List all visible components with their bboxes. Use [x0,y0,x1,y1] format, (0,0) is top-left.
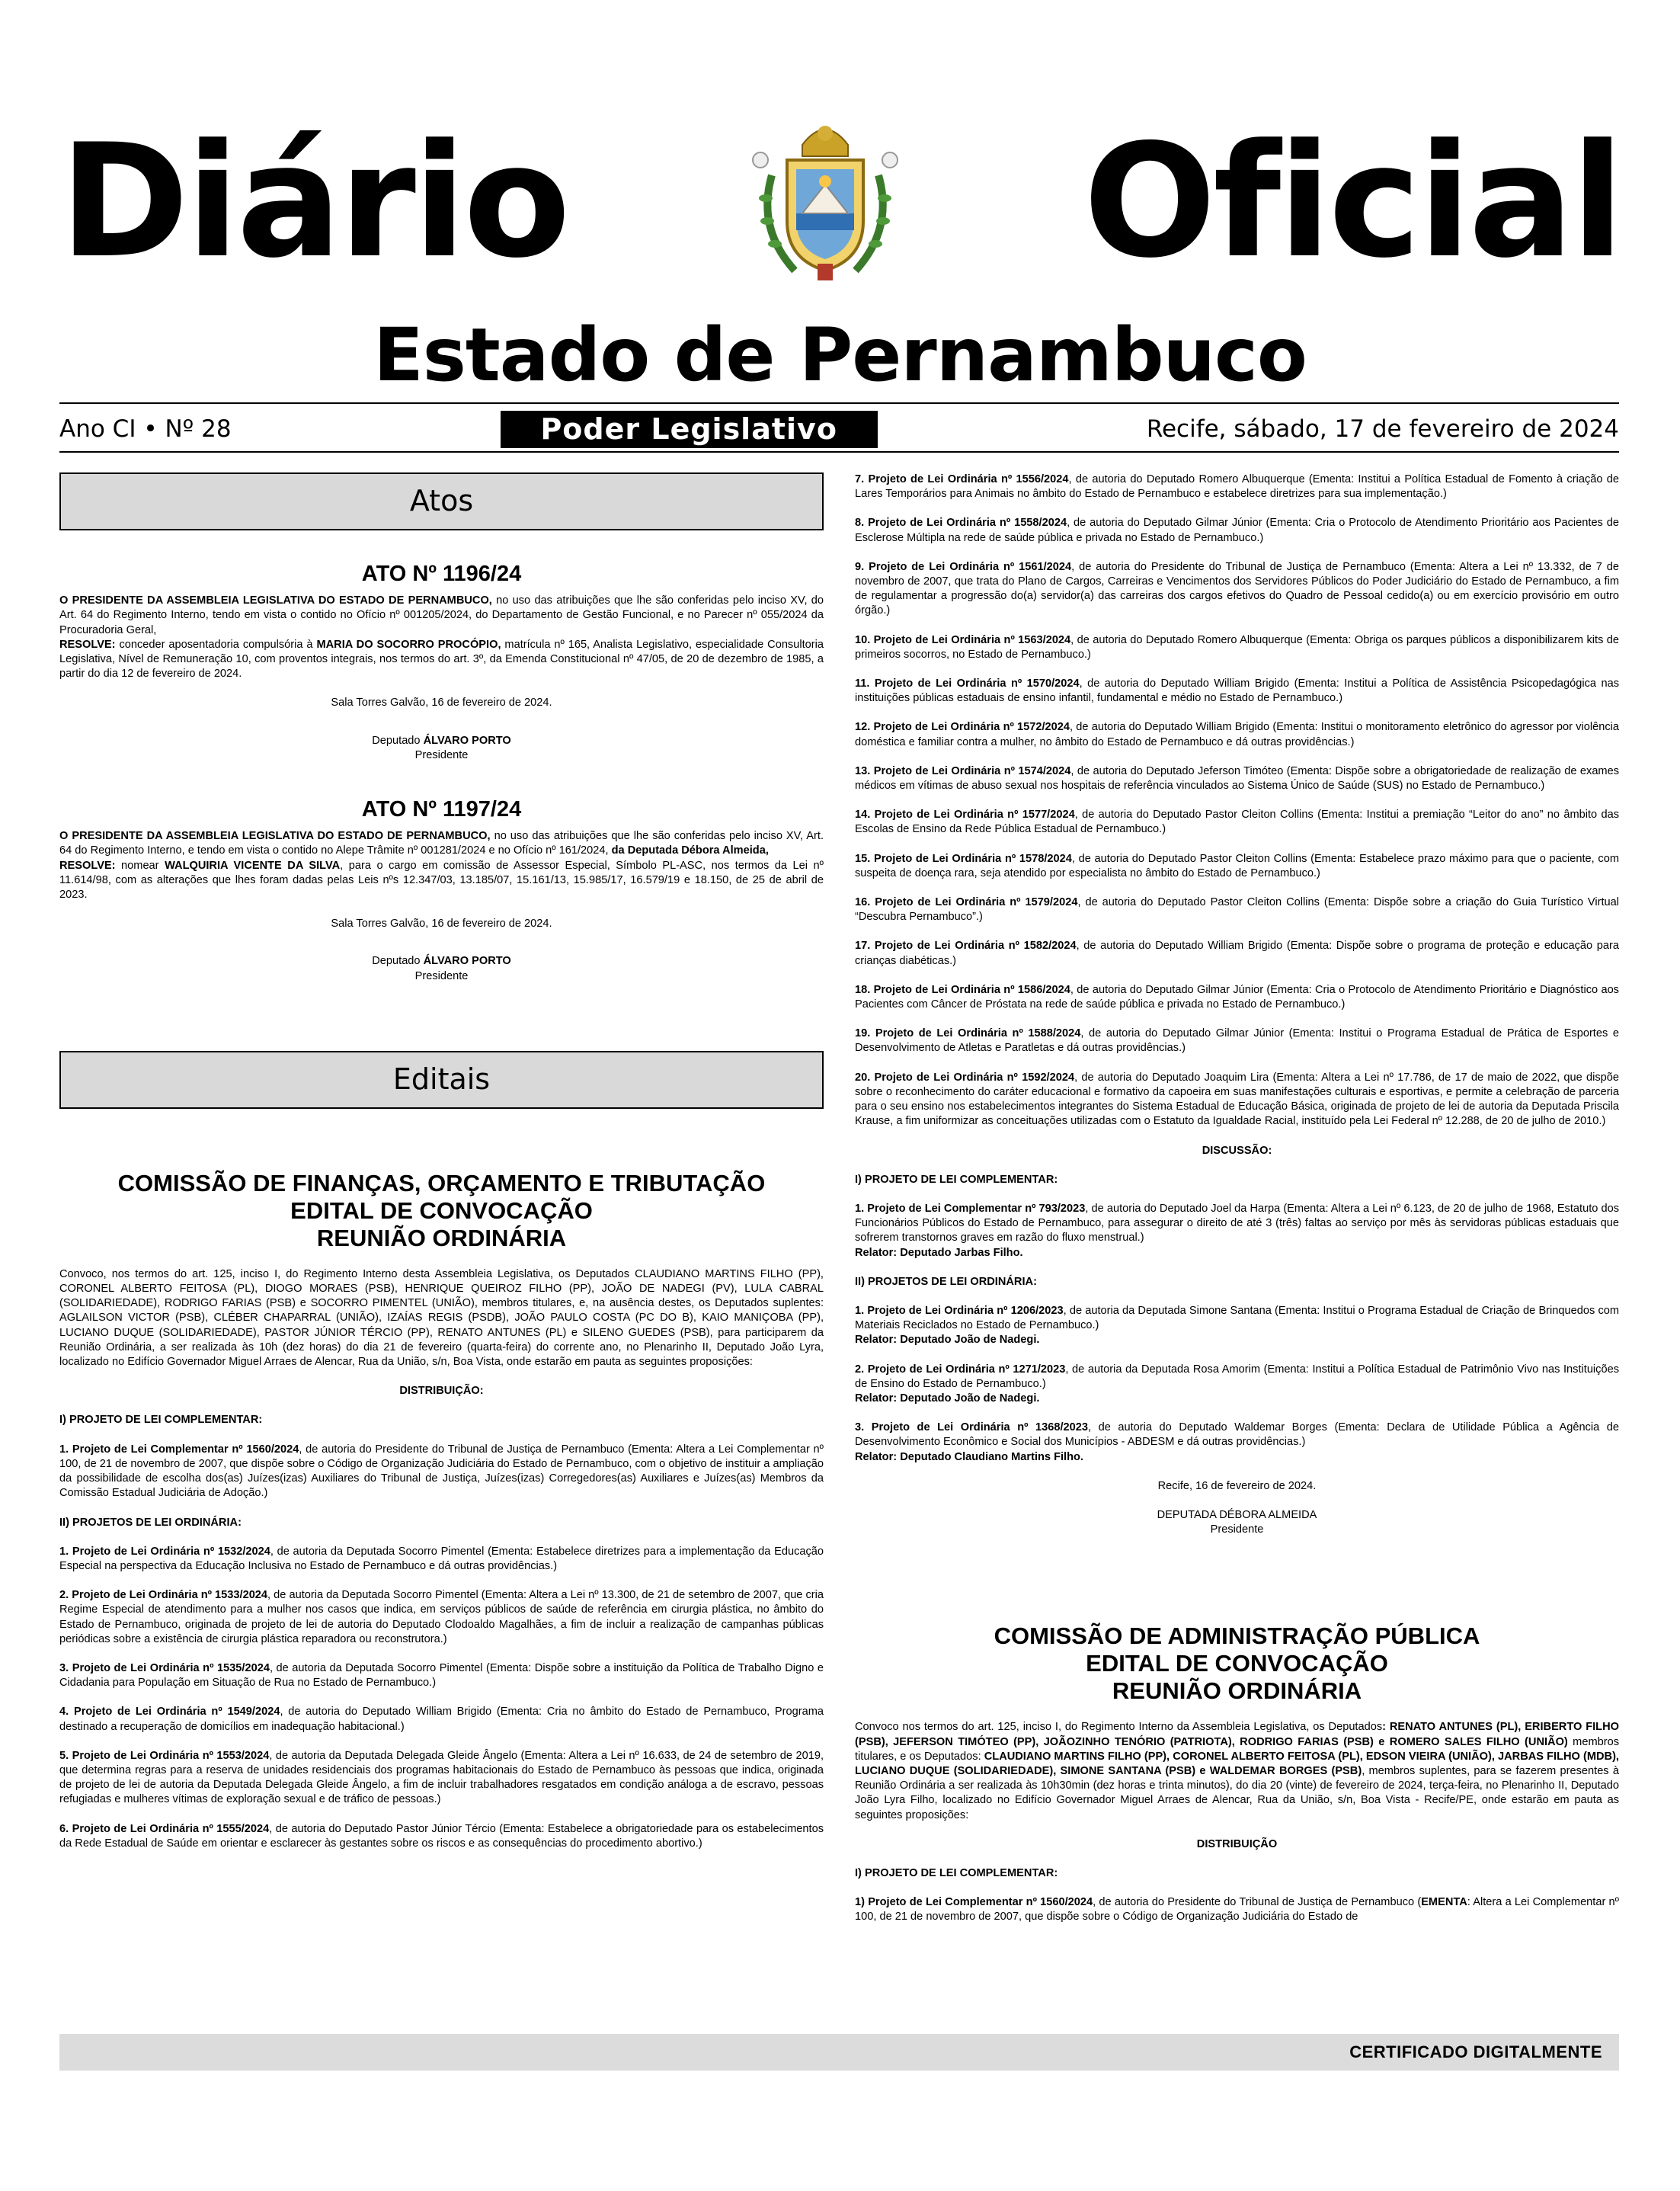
list-item: 20. Projeto de Lei Ordinária nº 1592/2024, de autoria do Deputado Joaquim Lira (Ementa: Altera a Lei nº 17.786, de 17 de maio de 2022, que dispõe sobre o reconhecimento do caráter educacional e formativo da capoeira em suas manifestações culturais e esportivas, e permite a celebração de parceria para o seu ensino nos estabelecimentos integrantes do Sistema Estadual de Educação Básica, originada de projeto de lei de autoria da Deputada Priscila Krause, a fim uniformizar as conceituações utilizadas com o Estatuto da Igualdade Racial, instituído pela Lei Federal nº 12.288, de 20 de julho de 2010.) [855,1071,1619,1128]
meeting-title: REUNIÃO ORDINÁRIA [1112,1677,1362,1705]
ato-1197 [59,797,824,984]
ato-preamble: O PRESIDENTE DA ASSEMBLEIA LEGISLATIVA DO ESTADO DE PERNAMBUCO, no uso das atribuições que lhe são conferidas pelo inciso XV, Art. 64 do Regimento Interno, e tendo em vista o contido no Alepe Trâmite nº 001281/2024 e no Ofício nº 161/2024, da Deputada Débora Almeida, [59,830,824,857]
section-header-editais: Editais [59,1051,824,1109]
list-item: 16. Projeto de Lei Ordinária nº 1579/2024, de autoria do Deputado Pastor Cleiton Collins (Ementa: Dispõe sobre a criação do Guia Turístico Virtual “Descubra Pernambuco”.) [855,896,1619,924]
list-item: 13. Projeto de Lei Ordinária nº 1574/2024, de autoria do Deputado Jeferson Timóteo (Ementa: Dispõe sobre a obrigatoriedade de realização de exames médicos em vítimas de abuso sexual nos hospitais de referência vinculados ao Sistema Único de Saúde (SUS) no Estado de Pernambuco.) [855,764,1620,793]
issue-number: Ano CI • Nº 28 [59,415,232,443]
issue-bar [59,410,1619,448]
list-item: 1. Projeto de Lei Ordinária nº 1532/2024, de autoria da Deputada Socorro Pimentel (Ementa: Estabelece diretrizes para a implementação da Educação Especial na perspectiva da Educação Inclusiva no Estado de Pernambuco e dá outras providências.) [59,1545,824,1572]
commission-title: COMISSÃO DE ADMINISTRAÇÃO PÚBLICA [994,1622,1480,1650]
ato-signer: Deputado ÁLVARO PORTO [372,955,511,968]
ato-resolve: RESOLVE: nomear WALQUIRIA VICENTE DA SILVA, para o cargo em comissão de Assessor Especial, Símbolo PL-ASC, nos termos da Lei nº 11.614/98, com as alterações que lhes foram dadas pelas Leis nºs 12.347/03, 13.185/07, 15.161/13, 15.985/17, 16.579/19 e 18.150, de 25 de abril de 2023. [59,859,824,902]
masthead-subtitle: Estado de Pernambuco [373,312,1307,398]
bottom-rule [59,451,1619,453]
ato-title: ATO Nº 1197/24 [361,797,522,822]
list-item: 3. Projeto de Lei Ordinária nº 1535/2024, de autoria da Deputada Socorro Pimentel (Ementa: Dispõe sobre a instituição da Política de Trabalho Digno e Cidadania para População em Situação de Rua no Estado de Pernambuco.) [59,1661,824,1690]
meeting-title: REUNIÃO ORDINÁRIA [316,1224,567,1251]
list-item: 1. Projeto de Lei Complementar nº 793/2023, de autoria do Deputado Joel da Harpa (Ementa: Altera a Lei nº 6.123, de 20 de julho de 1968, Estatuto dos Funcionários Públicos do Estado de Pernambuco, para assegurar o direito de até 3 (três) faltas ao serviço por mês às servidoras públicas estaduais que sofrerem transtornos graves em razão do fluxo menstrual.) Relator: Deputado Jarbas Filho. [855,1202,1619,1259]
edital-title: EDITAL DE CONVOCAÇÃO [290,1196,593,1224]
masthead [0,0,1680,412]
disc-plc-heading: I) PROJETO DE LEI COMPLEMENTAR: [855,1173,1058,1186]
ato-1196 [59,562,824,763]
ato-place-date: Sala Torres Galvão, 16 de fevereiro de 2024. [331,697,552,710]
ato-resolve: RESOLVE: conceder aposentadoria compulsória à MARIA DO SOCORRO PROCÓPIO, matrícula nº 165, Analista Legislativo, especialidade Consultoria Legislativa, Nível de Remuneração 10, com proventos integrais, nos termos do art. 3º, da Emenda Constitucional nº 47/05, de 20 de dezembro de 1985, a partir do dia 12 de fevereiro de 2024. [59,638,824,681]
list-item: 15. Projeto de Lei Ordinária nº 1578/2024, de autoria do Deputado Pastor Cleiton Collins (Ementa: Estabelece prazo máximo para que o paciente, com suspeita de doença rara, seja atendido por especialista no âmbito do Estado de Pernambuco.) [855,852,1619,879]
list-item: 6. Projeto de Lei Ordinária nº 1555/2024, de autoria do Deputado Pastor Júnior Tércio (Ementa: Estabelece a obrigatoriedade para os estabelecimentos da Rede Estadual de Saúde em orientar e esclarecer às gestantes sobre os riscos e as consequências do procedimento abortivo.) [59,1822,824,1850]
coat-of-arms-icon [749,114,901,290]
list-item: 19. Projeto de Lei Ordinária nº 1588/2024, de autoria do Deputado Gilmar Júnior (Ementa: Institui o Programa Estadual de Prática de Esportes e Desenvolvimento de Atletas e Paratletas e dá outras providências.) [855,1027,1619,1055]
right-column [855,472,1619,1940]
convocation-text: Convoco nos termos do art. 125, inciso I, do Regimento Interno da Assembleia Legislativa, os Deputados: RENATO ANTUNES (PL), ERIBERTO FILHO (PSB), JEFERSON TIMÓTEO (PP), JOÃOZINHO TENÓRIO (PATRIOTA), RODRIGO FARIAS (PSB) e ROMERO SALES FILHO (UNIÃO) membros titulares, e os Deputados: CLAUDIANO MARTINS FILHO (PP), CORONEL ALBERTO FEITOSA (PL), EDSON VIEIRA (UNIÃO), JARBAS FILHO (MDB), LUCIANO DUQUE (SOLIDARIEDADE), SIMONE SANTANA (PSB) e WALDEMAR BORGES (PSB), membros suplentes, para se fazerem presentes à Reunião Ordinária a ser realizada às 10h30min (dez horas e trinta minutos), do dia 20 (vinte) de fevereiro de 2024, terça-feira, no Plenarinho II, Deputado João Lyra Filho, localizado no Edifício Governador Miguel Arraes de Alencar, Rua da União, s/n, Boa Vista - Recife/PE, onde estarão em pauta as seguintes proposições: [855,1721,1619,1821]
list-item: 14. Projeto de Lei Ordinária nº 1577/2024, de autoria do Deputado Pastor Cleiton Collins (Ementa: Institui a premiação “Leitor do ano” no âmbito das Escolas de Ensino da Rede Pública Estadual de Pernambuco.) [855,809,1619,836]
plc-heading: I) PROJETO DE LEI COMPLEMENTAR: [59,1414,263,1427]
plo-list-continued [855,472,1619,1129]
edital-signer: DEPUTADA DÉBORA ALMEIDA [1157,1508,1317,1521]
ato-preamble: O PRESIDENTE DA ASSEMBLEIA LEGISLATIVA DO ESTADO DE PERNAMBUCO, no uso das atribuições que lhe são conferidas pelo inciso XV, do Art. 64 do Regimento Interno, tendo em vista o contido no Ofício nº 001205/2024, do Departamento de Gestão Funcional, e no Parecer nº 055/2024 da Procuradoria Geral, [59,594,824,636]
certified-label: CERTIFICADO DIGITALMENTE [1349,2042,1602,2061]
top-rule [59,402,1619,404]
left-column [59,472,824,1866]
disc-plo-list [855,1304,1619,1465]
title-word-oficial: Oficial [1083,111,1621,293]
list-item: 3. Projeto de Lei Ordinária nº 1368/2023, de autoria do Deputado Waldemar Borges (Ementa: Declara de Utilidade Pública a Agência de Desenvolvimento Econômico e Social dos Municípios - ABDESM e dá outras providências.) Relator: Deputado Claudiano Martins Filho. [855,1421,1619,1463]
edital-signer-role: Presidente [1210,1523,1264,1536]
ato-signer: Deputado ÁLVARO PORTO [372,734,511,747]
plo-heading: II) PROJETOS DE LEI ORDINÁRIA: [59,1516,242,1529]
ato-signer-role: Presidente [414,748,469,761]
plc-heading: I) PROJETO DE LEI COMPLEMENTAR: [855,1866,1058,1879]
list-item: 2. Projeto de Lei Ordinária nº 1271/2023, de autoria da Deputada Rosa Amorim (Ementa: Institui a Política Estadual de Patrimônio Vivo nas Instituições de Ensino do Estado de Pernambuco.) Relator: Deputado João de Nadegi. [855,1363,1620,1405]
section-header-atos: Atos [59,472,824,530]
list-item: 2. Projeto de Lei Ordinária nº 1533/2024, de autoria da Deputada Socorro Pimentel (Ementa: Altera a Lei nº 13.300, de 21 de setembro de 2007, que cria Regime Especial de atendimento para a mulher nos casos que indica, em serviços públicos de saúde de referência em cirurgia plástica, no âmbito do Estado de Pernambuco, originada de projeto de lei de autoria do Deputado Clodoaldo Magalhães, a fim de incluir a realização de campanhas públicas periódicas sobre a existência de cirurgia plástica reparadora ou reconstrutora.) [59,1589,824,1645]
list-item: 11. Projeto de Lei Ordinária nº 1570/2024, de autoria do Deputado William Brigido (Ementa: Institui a Política de Assistência Psicopedagógica nas instituições públicas estaduais de ensino infantil, fundamental e médio no Estado de Pernambuco.) [855,677,1619,705]
distribution-heading: DISTRIBUIÇÃO: [399,1385,484,1398]
list-item: 10. Projeto de Lei Ordinária nº 1563/2024, de autoria do Deputado Romero Albuquerque (Ementa: Obriga os parques públicos a disponibilizarem kits de primeiros socorros, no Estado de Pernambuco.) [855,633,1619,661]
list-item: 12. Projeto de Lei Ordinária nº 1572/2024, de autoria do Deputado William Brigido (Ementa: Institui o monitoramento eletrônico do agressor por violência doméstica e familiar contra a mulher, no âmbito do Estado de Pernambuco e dá outras providências.) [855,721,1619,748]
ato-place-date: Sala Torres Galvão, 16 de fevereiro de 2024. [331,918,552,931]
footer-bar [59,2034,1619,2071]
edital-place-date: Recife, 16 de fevereiro de 2024. [1157,1479,1317,1492]
plo-list [59,1545,824,1851]
list-item: 18. Projeto de Lei Ordinária nº 1586/2024, de autoria do Deputado Gilmar Júnior (Ementa: Cria o Protocolo de Atendimento Prioritário e Diagnóstico aos Pacientes com Câncer de Próstata na rede de saúde pública e privada no Estado de Pernambuco.) [855,983,1619,1011]
list-item: 17. Projeto de Lei Ordinária nº 1582/2024, de autoria do Deputado William Brigido (Ementa: Dispõe sobre o programa de proteção e educação para crianças diabéticas.) [855,940,1619,967]
list-item: 5. Projeto de Lei Ordinária nº 1553/2024, de autoria da Deputada Delegada Gleide Ângelo (Ementa: Altera a Lei nº 16.633, de 24 de setembro de 2019, que determina regras para a reserva de unidades residenciais dos programas habitacionais do Estado de Pernambuco às pessoas que indica, originada de projeto de lei de autoria da Deputada Delegada Gleide Ângelo, a fim de incluir trabalhadores resgatados em condição análoga a de escravo, pessoas refugiadas e mulheres vítimas de exploração sexual e de tráfico de pessoas.) [59,1749,824,1806]
commission-title: COMISSÃO DE FINANÇAS, ORÇAMENTO E TRIBUTAÇÃO [117,1169,766,1196]
list-item: 1) Projeto de Lei Complementar nº 1560/2024, de autoria do Presidente do Tribunal de Justiça de Pernambuco (EMENTA: Altera a Lei Complementar nº 100, de 21 de novembro de 2007, que dispõe sobre o Código de Organização Judiciária do Estado de [855,1896,1620,1924]
plc-list [59,1443,824,1501]
list-item: 1. Projeto de Lei Complementar nº 1560/2024, de autoria do Presidente do Tribunal de Justiça de Pernambuco (Ementa: Altera a Lei Complementar nº 100, de 21 de novembro de 2007, que dispõe sobre o Código de Organização Judiciária do Estado de Pernambuco, com o objetivo de instituir a ampliação da possibilidade de escolha dos(as) Juízes(izas) Auxiliares do Tribunal de Justiça, Juízes(izas) Corregedores(as) Auxiliares e Juízes(as) Membros da Comissão Estadual Judiciária de Adoção.) [59,1443,824,1500]
disc-plc-list [855,1202,1619,1260]
list-item: 8. Projeto de Lei Ordinária nº 1558/2024, de autoria do Deputado Gilmar Júnior (Ementa: Cria o Protocolo de Atendimento Prioritário aos Pacientes de Esclerose Múltipla na rede de saúde pública e privada no Estado de Pernambuco.) [855,517,1619,544]
masthead-title [59,111,1621,293]
list-item: 7. Projeto de Lei Ordinária nº 1556/2024, de autoria do Deputado Romero Albuquerque (Ementa: Institui a Política Estadual de Fomento à criação de Lares Temporários para Animais no âmbito do Estado de Pernambuco e estabelece diretrizes para sua implementação.) [855,473,1620,501]
title-word-diario: Diário [59,111,568,293]
ato-signer-role: Presidente [414,969,469,982]
discussion-heading: DISCUSSÃO: [1202,1144,1272,1157]
edital-title: EDITAL DE CONVOCAÇÃO [1086,1650,1388,1677]
issue-date: Recife, sábado, 17 de fevereiro de 2024 [1146,415,1619,443]
section-label: Poder Legislativo [501,411,878,448]
disc-plo-heading: II) PROJETOS DE LEI ORDINÁRIA: [855,1275,1037,1288]
ato-title: ATO Nº 1196/24 [361,562,522,586]
list-item: 1. Projeto de Lei Ordinária nº 1206/2023, de autoria da Deputada Simone Santana (Ementa: Institui o Programa Estadual de Criação de Brinquedos com Materiais Reciclados no Estado de Pernambuco.) Relator: Deputado João de Nadegi. [855,1304,1620,1347]
list-item: 9. Projeto de Lei Ordinária nº 1561/2024, de autoria do Presidente do Tribunal de Justiça de Pernambuco (Ementa: Altera a Lei nº 13.332, de 7 de novembro de 2007, que trata do Plano de Cargos, Carreiras e Vencimentos dos Servidores Públicos do Poder Judiciário do Estado de Pernambuco, a fim de regulamentar a progressão do(a) servidor(a) das carreiras dos cargos efetivos do Quadro de Pessoal cedido(a) ou em exercício provisório em outro órgão.) [855,560,1619,617]
distribution-heading: DISTRIBUIÇÃO [1196,1837,1278,1850]
convocation-text: Convoco, nos termos do art. 125, inciso I, do Regimento Interno desta Assembleia Legislativa, os Deputados CLAUDIANO MARTINS FILHO (PP), CORONEL ALBERTO FEITOSA (PL), DIOGO MORAES (PSB), HENRIQUE QUEIROZ FILHO (PP), JOÃO DE NADEGI (PV), LULA CABRAL (SOLIDARIEDADE), RODRIGO FARIAS (PSB) e SOCORRO PIMENTEL (UNIÃO), membros titulares, e, na ausência destes, os Deputados suplentes: AGLAILSON VICTOR (PSB), CLÉBER CHAPARRAL (UNIÃO), IZAÍAS REGIS (PSDB), JOÃO PAULO COSTA (PC DO B), KAIO MANIÇOBA (PP), LUCIANO DUQUE (SOLIDARIEDADE), PASTOR JÚNIOR TÉRCIO (PP), RENATO ANTUNES (PL) e SILENO GUEDES (PSB), para participarem da Reunião Ordinária, a ser realizada às 10h (dez horas) do dia 21 de fevereiro (quarta-feira) do corrente ano, no Plenarinho II, Deputado João Lyra, localizado no Edifício Governador Miguel Arraes de Alencar, Rua da União, s/n, Boa Vista, onde estarão em pauta as seguintes proposições: [59,1267,824,1369]
list-item: 4. Projeto de Lei Ordinária nº 1549/2024, de autoria do Deputado William Brigido (Ementa: Cria no âmbito do Estado de Pernambuco, Programa destinado a recuperação de domicílios em inadequação habitacional.) [59,1706,824,1733]
